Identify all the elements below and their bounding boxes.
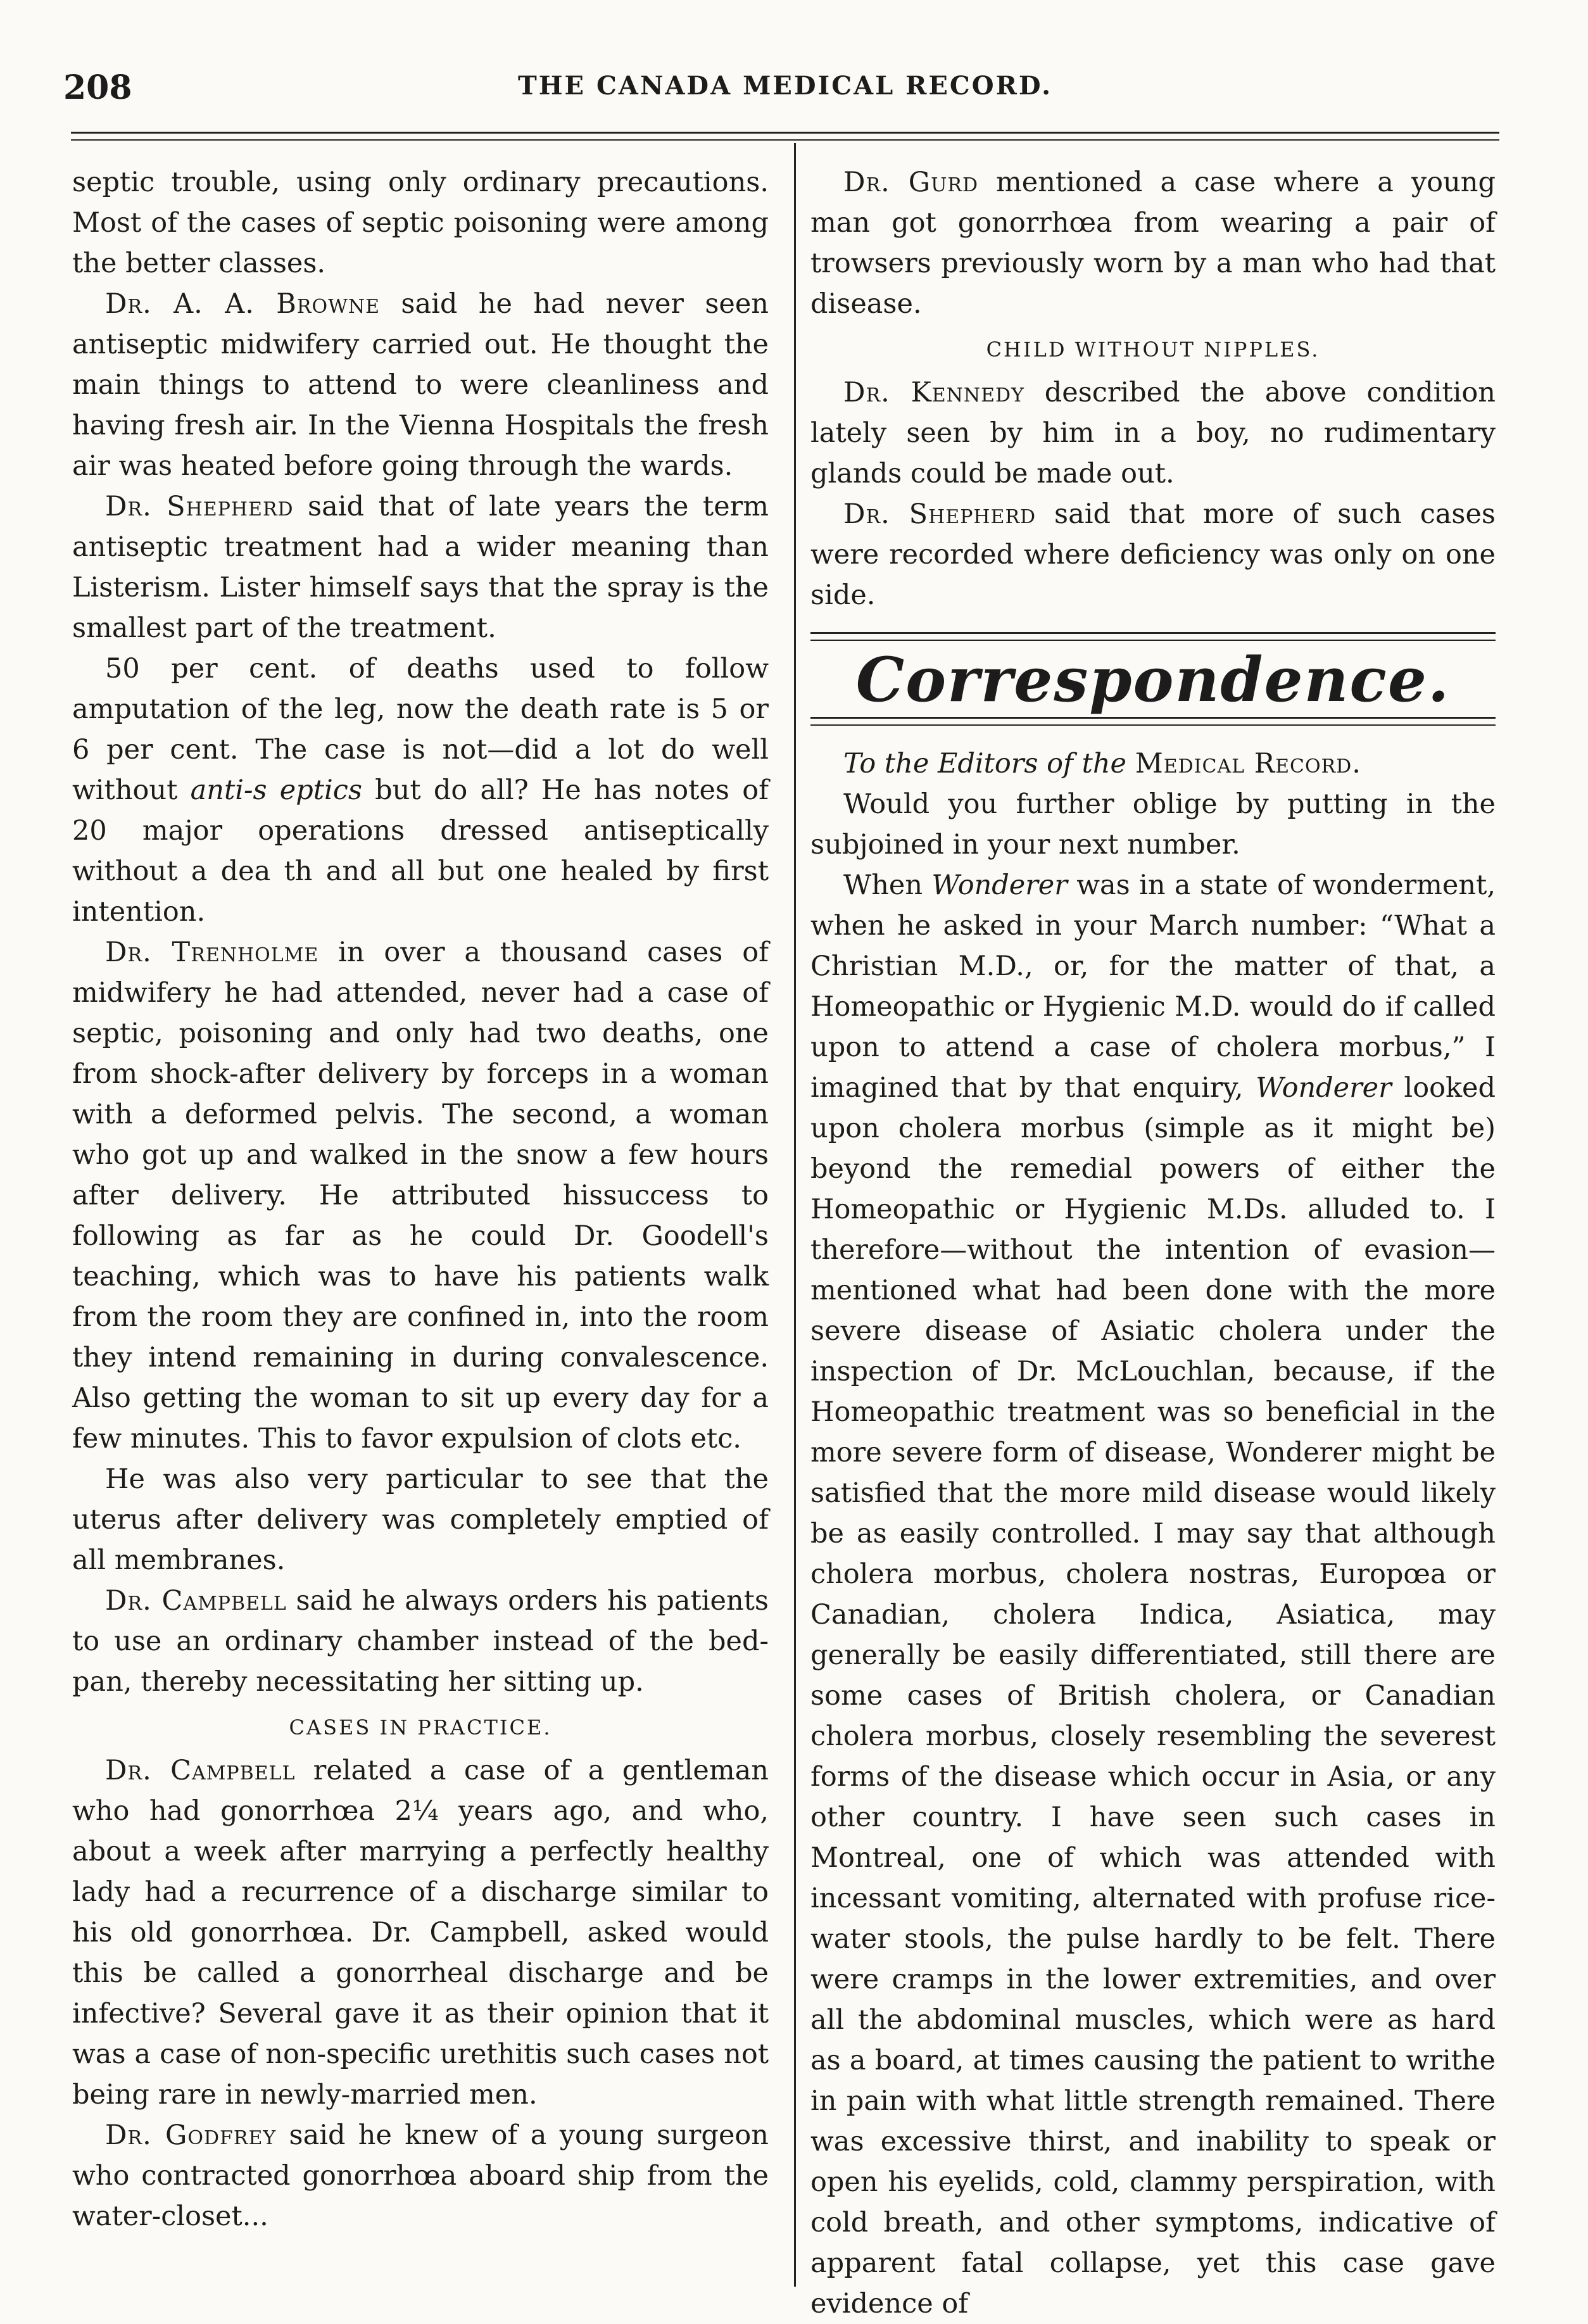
paragraph: septic trouble, using only ordinary precautions. Most of the cases of septic poisoning were among the better classes. [72, 167, 769, 279]
paragraph [810, 162, 1496, 324]
section-heading: CHILD WITHOUT NIPPLES. [986, 338, 1320, 362]
section-title: Correspondence. [855, 644, 1451, 716]
speaker-name: Dr. Gurd [843, 167, 978, 198]
paragraph [72, 648, 769, 932]
speaker-name: Dr. Campbell [105, 1585, 287, 1617]
paragraph-text: When [843, 869, 932, 901]
speaker-name: Dr. Trenholme [105, 937, 319, 968]
paragraph-text: 50 per cent. of deaths used to follow amputation of the leg, now the death rate is 5 or 6 per cent. The case is not—did a lot do well without [72, 653, 769, 806]
section-heading: CASES IN PRACTICE. [289, 1715, 552, 1740]
paragraph [810, 865, 1496, 2324]
paragraph [72, 1750, 769, 2115]
header-rule [71, 132, 1499, 141]
speaker-name: Dr. Shepherd [105, 491, 294, 522]
paragraph: Would you further oblige by putting in the subjoined in your next number. [810, 788, 1496, 861]
paragraph-text: said that more of such cases were recorded where deficiency was only on one side. [810, 498, 1496, 611]
section-rule [810, 717, 1496, 726]
speaker-name: Dr. Campbell [105, 1755, 296, 1786]
paragraph-text: was in a state of wonderment, when he asked in your March number: “What a Christian M.D., or, for the matter of that, a Homeopathic or Hygienic M.D. would do if called upon to attend a case of cholera morbus,” I imagined that by that enquiry, [810, 869, 1496, 1104]
paragraph [72, 2115, 769, 2237]
page-header [63, 68, 1507, 113]
paragraph [72, 284, 769, 486]
right-column [810, 162, 1496, 2324]
italic-text: Wonderer [1256, 1072, 1392, 1104]
salutation [810, 743, 1496, 784]
left-column [72, 162, 769, 2237]
paragraph-text: said he had never seen antiseptic midwifery carried out. He thought the main things to attend to were cleanliness and having fresh air. In the Vienna Hospitals the fresh air was heated before going through the wards. [72, 288, 769, 482]
page-number: 208 [63, 68, 132, 107]
paragraph [72, 486, 769, 648]
paragraph-text: said that of late years the term antiseptic treatment had a wider meaning than Listerism. Lister himself says that the spray is the smallest part of the treatment. [72, 491, 769, 644]
paragraph-text: mentioned a case where a young man got gonorrhœa from wearing a pair of trowsers previously worn by a man who had that disease. [810, 167, 1496, 320]
paragraph-text: looked upon cholera morbus (simple as it might be) beyond the remedial powers of either the Homeopathic or Hygienic M.Ds. alluded to. I therefore—without the intention of evasion—mentioned what had been done with the more severe disease of Asiatic cholera under the inspection of Dr. McLouchlan, because, if the Homeopathic treatment was so beneficial in the more severe form of disease, Wonderer might be satisfied that the more mild disease would likely be as easily controlled. I may say that although cholera morbus, cholera nostras, Europœa or Canadian, cholera Indica, Asiatica, may generally be easily differentiated, still there are some cases of British cholera, or Canadian cholera morbus, closely resembling the severest forms of the disease which occur in Asia, or any other country. I have seen such cases in Montreal, one of which was attended with incessant vomiting, alternated with profuse rice-water stools, the pulse hardly to be felt. There were cramps in the lower extremities, and over all the abdominal muscles, which were as hard as a board, at times causing the patient to writhe in pain with what little strength remained. There was excessive thirst, and inability to speak or open his eyelids, cold, clammy perspiration, with cold breath, and other symptoms, indicative of apparent fatal collapse, yet this case gave evidence of [810, 1072, 1496, 2320]
paragraph [72, 932, 769, 1459]
paragraph [72, 1581, 769, 1702]
paragraph-text: but do all? He has notes of 20 major operations dressed antiseptically without a dea th and all but one healed by first intention. [72, 774, 769, 928]
paragraph [810, 372, 1496, 494]
column-divider [794, 143, 796, 2287]
italic-text: anti-s eptics [190, 774, 362, 806]
paragraph-text: described the above condition lately seen by him in a boy, no rudimentary glands could be made out. [810, 377, 1496, 489]
paragraph-text: in over a thousand cases of midwifery he had attended, never had a case of septic, poisoning and only had two deaths, one from shock-after delivery by forceps in a woman with a deformed pelvis. The second, a woman who got up and walked in the snow a few hours after delivery. He attributed hissuccess to following as far as he could Dr. Goodell's teaching, which was to have his patients walk from the room they are confined in, into the room they intend remaining in during convalescence. Also getting the woman to sit up every day for a few minutes. This to favor expulsion of clots etc. [72, 937, 769, 1455]
paragraph-text: related a case of a gentleman who had gonorrhœa 2¼ years ago, and who, about a week after marrying a perfectly healthy lady had a recurrence of a discharge similar to his old gonorrhœa. Dr. Campbell, asked would this be called a gonorrheal discharge and be infective? Several gave it as their opinion that it was a case of non-specific urethitis such cases not being rare in newly-married men. [72, 1755, 769, 2111]
paragraph [810, 494, 1496, 616]
italic-text: Wonderer [931, 869, 1068, 901]
journal-name: Medical Record. [1135, 748, 1361, 780]
paragraph-text: said he knew of a young surgeon who contracted gonorrhœa aboard ship from the water-closet... [72, 2119, 769, 2232]
speaker-name: Dr. Kennedy [843, 377, 1024, 408]
speaker-name: Dr. A. A. Browne [105, 288, 381, 320]
salutation-text: To the Editors of the [843, 748, 1135, 780]
paragraph-text: said he always orders his patients to use an ordinary chamber instead of the bed-pan, thereby necessitating her sitting up. [72, 1585, 769, 1698]
section-rule [810, 632, 1496, 641]
speaker-name: Dr. Shepherd [843, 498, 1037, 530]
paragraph: He was also very particular to see that the uterus after delivery was completely emptied of all membranes. [72, 1463, 769, 1576]
speaker-name: Dr. Godfrey [105, 2119, 277, 2151]
journal-title: THE CANADA MEDICAL RECORD. [517, 71, 1052, 101]
